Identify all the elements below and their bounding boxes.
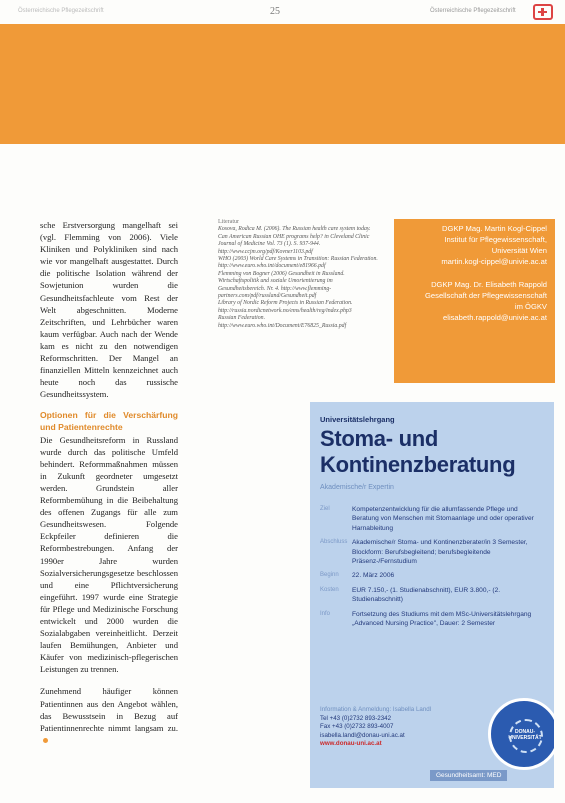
article-column: [40, 219, 178, 746]
literature-list: [218, 219, 380, 330]
article-paragraph-1: sche Erstversorgung mangelhaft sei (vgl. Flemming von 2006). Viele Kliniken und Polykliniken sind nach wie vor mangelhaft ausgestattet. Durch die politische Isolation während der Sowjetunion wurden die Gesundheitsfachleute vom Rest der Welt abgeschnitten. Moderne Zeitschriften, und Lehrbücher waren kaum verfügbar. Auch nach der Wende kam es nicht zu den notwendigen Reformschritten. Der Mangel an finanziellen Mitteln kennzeichnet auch heute noch das russische Gesundheitssystem.: [40, 220, 178, 400]
article-paragraph-2: Die Gesundheitsreform in Russland wurde durch das politische Umfeld behindert. Reformmaßnahmen müssen in Zukunft geordneter umgesetzt werden. Grundstein aller Reformbemühung in die Beibehaltung des offenen Zugangs für alle zum Gesundheitswesen. Folgende Eckpfeiler definieren die Reformbestrebungen. Anfang der 1990er Jahre wurden Sozialversicherungsgesetze beschlossen und eine Pflichtversicherung eingeführt. 1997 wurde eine Strategie für Pflege und Medizinische Forschung entwickelt und 2000 wurden die Sozialabgaben vereinheitlicht. Derzeit laufen Bemühungen, Anbieter und Käufer von medizinisch-pflegerischen Leistungen zu trennen.: [40, 434, 178, 675]
university-seal-icon: DONAU-UNIVERSITÄT: [488, 698, 554, 770]
author-affiliation: Institut für Pflegewissenschaft,: [444, 235, 547, 244]
literature-entry: Flemming von Bogner (2006) Gesundheit in Russland. Wirtschaftspolitik und soziale Umorientierung im Gesundheitsbereich. Nr. 4. http://www.flemming-partners.com/pdf/russland/Gesundheit.pdf: [218, 270, 345, 300]
literature-title: Literatur: [218, 219, 239, 225]
author-email[interactable]: martin.kogl-cippel@univie.ac.at: [441, 257, 547, 266]
page-number: 25: [270, 6, 280, 17]
literature-entry: Russian Federation. http://www.euro.who.int/Document/E76825_Russia.pdf: [218, 315, 347, 329]
ad-detail-row: Kosten EUR 7.150,- (1. Studienabschnitt), EUR 3.800,- (2. Studienabschnitt): [320, 586, 501, 604]
author-affiliation: Universität Wien: [491, 246, 547, 255]
ad-detail-row: Beginn 22. März 2006: [320, 572, 395, 580]
author-name: DGKP Mag. Martin Kogl-Cippel: [442, 224, 547, 233]
ad-contact-block: [320, 706, 470, 749]
end-of-article-icon: [43, 738, 48, 743]
course-advertisement: [310, 402, 554, 788]
page-header: [0, 0, 565, 24]
ad-subtitle: Akademische/r Expertin: [320, 484, 394, 491]
author-contacts-box: [394, 219, 555, 383]
ad-contact-label: Information & Anmeldung: Isabella Landl: [320, 706, 432, 713]
ad-detail-row: Abschluss Akademische/r Stoma- und Kontinenzberater/in 3 Semester, Blockform: Berufsbegleitend; berufsbegleitende Präsenz-/Fernstudium: [320, 539, 528, 566]
ad-phone: Tel +43 (0)2732 893-2342: [320, 714, 392, 722]
ad-email[interactable]: isabella.landl@donau-uni.ac.at: [320, 731, 405, 739]
journal-name-left: Österreichische Pflegezeitschrift: [18, 8, 104, 14]
author-affiliation: Gesellschaft der Pflegewissenschaft: [425, 291, 547, 300]
ad-fax: Fax +43 (0)2732 893-4007: [320, 723, 394, 731]
author-contact: [402, 279, 547, 323]
oegkv-logo-icon: [533, 4, 553, 20]
ad-footer-label: Gesundheitsamt: MED: [430, 770, 507, 781]
literature-entry: Library of Nordic Reform Projects in Russian Federation. http://russia.nordicnetwork.no/ems/health/reg/index.php3: [218, 300, 353, 314]
ad-kicker: Universitätslehrgang: [320, 415, 395, 424]
author-email[interactable]: elisabeth.rappold@univie.ac.at: [443, 313, 547, 322]
ad-website-link[interactable]: www.donau-uni.ac.at: [320, 740, 382, 748]
ad-detail-row: Ziel Kompetenzentwicklung für die allumfassende Pflege und Beratung von Menschen mit Stomaanlage und oder operativer Harnableitung: [320, 506, 534, 532]
ad-details: [320, 505, 546, 633]
article-paragraph-3: Zunehmend häufiger können Patientinnen aus den Angebot wählen, das Bewusstsein in Bezug auf Patientinnenrechte nimmt langsam zu.: [40, 685, 178, 745]
author-name: DGKP Mag. Dr. Elisabeth Rappold: [431, 280, 547, 289]
literature-entry: WHO (2003) World Care Systems in Transition: Russian Federation. http://www.euro.who.int/document/e81966.pdf: [218, 256, 378, 270]
ad-footer: [310, 764, 554, 788]
author-contact: [402, 223, 547, 267]
ad-title: Stoma- und Kontinenzberatung: [320, 426, 516, 477]
section-heading: Optionen für die Verschärfung und Patientenrechte: [40, 410, 178, 432]
author-affiliation: im ÖGKV: [514, 302, 547, 311]
literature-entry: Kosova, Rodica M. (2006). The Russian health care system today. Can American Russian OHE programs help? in Cleveland Clinic Journal of Medicine Vol. 73 (1). S. 937-944. http://www.ccjm.org/pdf/Kovner1103.pdf: [218, 226, 371, 255]
journal-name-right: Österreichische Pflegezeitschrift: [430, 8, 516, 14]
orange-banner: [0, 24, 565, 144]
ad-detail-row: Info Fortsetzung des Studiums mit dem MSc-Universitätslehrgang „Advanced Nursing Practice", Dauer: 2 Semester: [320, 610, 532, 628]
